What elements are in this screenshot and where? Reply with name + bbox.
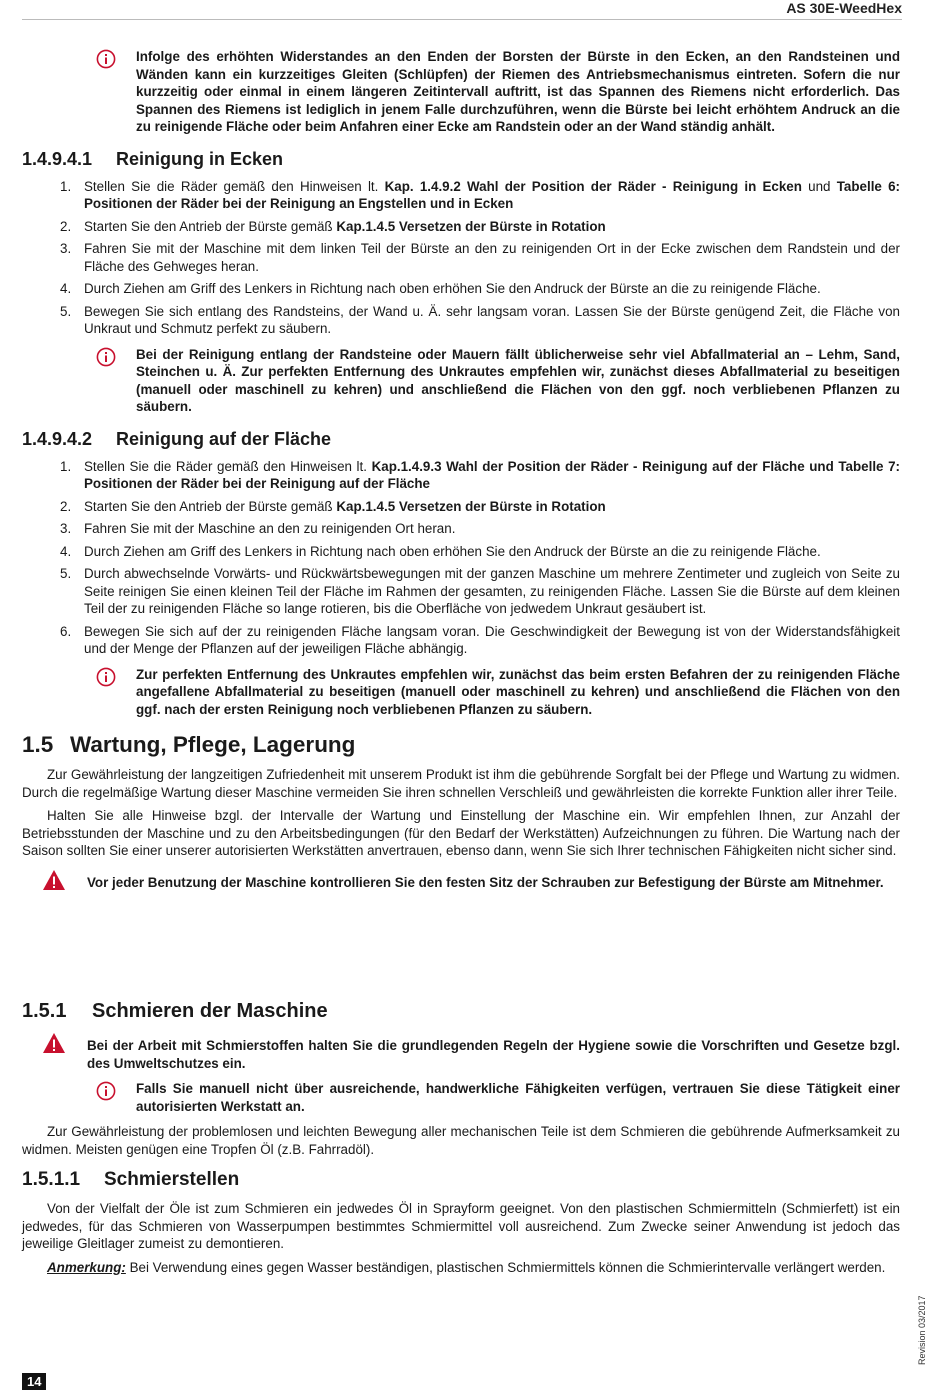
step-reference: Kap.1.4.5 Versetzen der Bürste in Rotation [336,218,606,234]
warning-note-hygiene [22,1037,900,1072]
section-number: 1.4.9.4.2 [22,428,93,449]
paragraph-note [22,1259,900,1277]
paragraph: Von der Vielfalt der Öle ist zum Schmieren ein jedwedes Öl in Sprayform geeignet. Von den plastischen Schmiermitteln (Schmierfett) ist ein jedwedes, für das Schmieren von Wasserpumpen bestimmtes Schmiermittel voll ausreichend. Zum Zwecke seiner Anwendung ist jedoch das jeweilige Gleitlager zumeist zu demontieren. [22,1201,900,1251]
section-number: 1.4.9.4.1 [22,148,93,169]
list-item [22,218,900,236]
step-number: 4. [60,543,72,559]
page-number: 14 [22,1373,46,1390]
revision-label: Revision 03/2017 [917,1295,927,1365]
list-item [22,458,900,493]
step-text: Fahren Sie mit der Maschine mit dem linken Teil der Bürste an den zu reinigenden Ort in der Ecke zwischen dem Randstein und der Fläche des Gehweges heran. [84,241,900,274]
info-circle-icon [96,49,116,74]
section-heading-1-4-9-4-2 [22,428,900,450]
step-number: 1. [60,458,72,474]
header-rule [22,19,902,20]
section-heading-1-5-1-1 [22,1168,900,1192]
step-reference: Tabelle 6: Positionen der Räder bei der Reinigung an Engstellen und in Ecken [84,178,900,211]
list-item [22,178,900,213]
list-item [22,498,900,516]
step-text: Fahren Sie mit der Maschine an den zu reinigenden Ort heran. [84,521,456,536]
section-title: Schmieren der Maschine [92,1000,328,1022]
info-note-belt-slip [22,48,900,136]
step-number: 3. [60,241,72,256]
step-number: 4. [60,281,72,296]
note-text: Bei der Reinigung entlang der Randsteine oder Mauern fällt üblicherweise sehr viel Abfallmaterial an – Lehm, Sand, Steinchen u. Ä. Zur perfekten Entfernung des Unkrautes empfehlen wir, zunächst dieses Abfallmaterial zu beseitigen (manuell oder maschinell zu kehren) und anschließend die Flächen von den ggf. noch verbliebenen Pflanzen zu säubern. [136,346,900,414]
document-content [22,48,900,1282]
warning-triangle-icon [42,869,66,896]
step-number: 1. [60,178,72,194]
note-text: Infolge des erhöhten Widerstandes an den Enden der Borsten der Bürste in den Ecken, an den Randsteinen und Wänden kann ein kurzzeitiges Gleiten (Schlüpfen) der Riemen des Antriebsmechanismus eintreten. Sofern die nur kurzzeitig oder einmal in einem längeren Zeitintervall auftritt, ist das Spannen des Riemens nicht erforderlich. Das Spannen des Riemens ist lediglich in jenem Falle durchzuführen, wenn die Bürste bei leicht erhöhtem Andruck an die zu reinigende Fläche oder beim Anfahren einer Ecke am Randstein oder an der Wand ständig anhält. [136,49,900,134]
list-item [22,280,900,298]
list-item [22,543,900,561]
info-note-workshop [22,1080,900,1115]
info-circle-icon [96,1081,116,1106]
step-text: Bewegen Sie sich auf der zu reinigenden Fläche langsam voran. Die Geschwindigkeit der Bewegung ist von der Widerstandsfähigkeit und der Menge der Pflanzen auf der jeweiligen Fläche abhängig. [84,623,900,656]
section-title: Reinigung in Ecken [116,148,284,169]
step-text: Starten Sie den Antrieb der Bürste gemäß [84,498,337,514]
section-heading-1-5 [22,732,900,758]
step-text: Durch Ziehen am Griff des Lenkers in Richtung nach oben erhöhen Sie den Andruck der Bürste an die zu reinigende Fläche. [84,281,821,296]
warning-triangle-icon [42,1032,66,1059]
section-title: Wartung, Pflege, Lagerung [70,732,356,757]
step-reference: Kap.1.4.5 Versetzen der Bürste in Rotation [336,498,606,514]
note-body: Bei Verwendung eines gegen Wasser beständigen, plastischen Schmiermittels können die Schmierintervalle verlängert werden. [125,1259,886,1275]
warning-text: Bei der Arbeit mit Schmierstoffen halten Sie die grundlegenden Regeln der Hygiene sowie die Vorschriften und Gesetze bzgl. des Umweltschutzes ein. [87,1038,900,1071]
list-item [22,240,900,275]
note-text: Zur perfekten Entfernung des Unkrautes empfehlen wir, zunächst das beim ersten Befahren der zu reinigenden Fläche angefallene Abfallmaterial zu beseitigen (manuell oder maschinell zu kehren) und anschließend die Flächen von den ggf. nach der ersten Reinigung noch verbliebenen Pflanzen zu säubern. [136,666,900,717]
section-number: 1.5.1.1 [22,1169,81,1190]
steps-list-corners [22,178,900,338]
section-title: Schmierstellen [104,1169,240,1190]
steps-list-surface [22,458,900,658]
note-text: Falls Sie manuell nicht über ausreichende, handwerkliche Fähigkeiten verfügen, vertrauen Sie diese Tätigkeit einer autorisierten Werkstatt an. [136,1081,900,1114]
list-item [22,303,900,338]
section-heading-1-4-9-4-1 [22,148,900,170]
step-reference: Kap. 1.4.9.2 Wahl der Position der Räder - Reinigung in Ecken [384,178,802,194]
step-text: Starten Sie den Antrieb der Bürste gemäß [84,218,337,234]
section-number: 1.5 [22,732,54,757]
step-text: Stellen Sie die Räder gemäß den Hinweisen lt. [84,178,385,194]
step-text: Bewegen Sie sich entlang des Randsteins, der Wand u. Ä. sehr langsam voran. Lassen Sie der Bürste genügend Zeit, die Fläche von Unkraut und Schmutz perfekt zu säubern. [84,303,900,336]
step-text: Durch Ziehen am Griff des Lenkers in Richtung nach oben erhöhen Sie den Andruck der Bürste an die zu reinigende Fläche. [84,543,821,559]
info-note-curb-debris [22,346,900,416]
step-number: 5. [60,303,72,319]
blank-space [22,899,900,989]
info-circle-icon [96,667,116,692]
step-text: und [801,178,837,194]
warning-text: Vor jeder Benutzung der Maschine kontrollieren Sie den festen Sitz der Schrauben zur Befestigung der Bürste am Mitnehmer. [87,874,884,890]
info-note-surface-debris [22,666,900,719]
paragraph: Zur Gewährleistung der problemlosen und leichten Bewegung aller mechanischen Teile ist dem Schmieren die gebührende Aufmerksamkeit zu widmen. Meisten genügen eine Tropfen Öl (z.B. Fahrradöl). [22,1124,900,1157]
step-number: 5. [60,566,72,581]
warning-note-screws [22,874,900,892]
list-item [22,520,900,538]
info-circle-icon [96,347,116,372]
paragraph: Zur Gewährleistung der langzeitigen Zufriedenheit mit unserem Produkt ist ihm die gebührende Sorgfalt bei der Pflege und Wartung zu widmen. Durch die regelmäßige Wartung dieser Maschine vermeiden Sie ihren schnellen Verschleiß und gewährleisten die korrekte Funktion aller ihrer Teile. [22,767,900,800]
step-number: 2. [60,218,72,234]
paragraph: Halten Sie alle Hinweise bzgl. der Intervalle der Wartung und Einstellung der Maschine ein. Wir empfehlen Ihnen, zur Anzahl der Betriebsstunden der Maschine und zu den Arbeitsbedingungen (für den Bedarf der Werkstätten) Aufzeichnungen zu führen. Die Wartung nach der Saison sollten Sie einer unserer autorisierten Werkstätten anvertrauen, ebenso dann, wenn Sie sich Ihrer technischen Fähigkeiten nicht sicher sind. [22,808,900,858]
page-header-title: AS 30E-WeedHex [786,0,902,16]
step-text: Durch abwechselnde Vorwärts- und Rückwärtsbewegungen mit der ganzen Maschine um mehrere Zentimeter und zugleich von Seite zu Seite reinigen Sie einen kleinen Teil der Fläche im Rahmen der gesamten, zu reinigenden Fläche. Lassen Sie die Bürste auf dem kleinen Teil der zu reinigenden Fläche so lange rotieren, bis die Oberfläche von jedwedem Unkraut gesäubert ist. [84,566,900,616]
step-number: 6. [60,623,72,639]
list-item [22,623,900,658]
note-label: Anmerkung: [47,1259,126,1275]
section-heading-1-5-1 [22,999,900,1023]
section-number: 1.5.1 [22,1000,67,1022]
step-number: 2. [60,498,72,514]
step-number: 3. [60,521,72,536]
step-text: Stellen Sie die Räder gemäß den Hinweisen lt. [84,458,372,474]
section-title: Reinigung auf der Fläche [116,428,332,449]
list-item [22,565,900,618]
step-reference: Kap.1.4.9.3 Wahl der Position der Räder - Reinigung auf der Fläche und Tabelle 7: Positionen der Räder bei der Reinigung auf der Fläche [84,458,901,491]
